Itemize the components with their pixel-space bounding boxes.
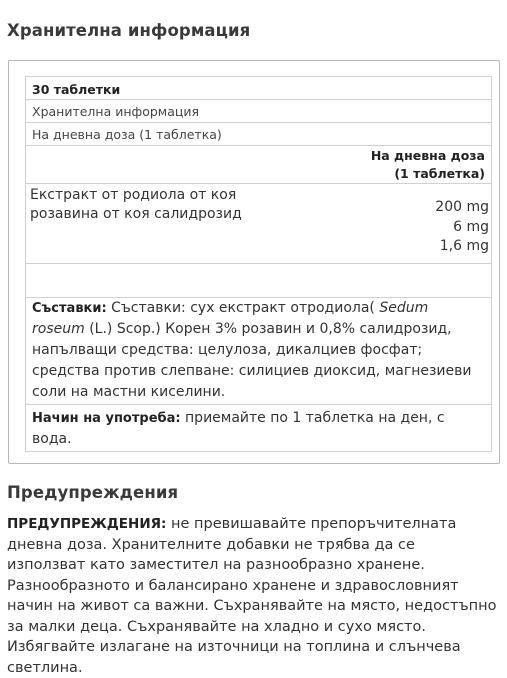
composition-label: Съставки: <box>32 301 107 316</box>
usage-row <box>26 405 491 451</box>
usage-label: Начин на употреба: <box>32 411 181 426</box>
nutrition-info-box <box>8 60 500 464</box>
table-subtitle-row <box>26 100 491 123</box>
package-size: 30 таблетки <box>32 82 121 97</box>
empty-row <box>26 264 491 298</box>
column-header-row <box>26 146 491 184</box>
composition-latin-name: Sedum roseum <box>32 300 429 337</box>
nutrition-table <box>25 76 492 452</box>
ingredient-value: 6 mg <box>453 218 489 235</box>
warnings-title: Предупреждения <box>7 483 179 502</box>
ingredient-name: Екстракт от родиола от коя розавина от коя салидрозид <box>30 187 242 222</box>
composition-text: Съставки: сух екстракт отродиола( <box>106 300 380 316</box>
column-header: На дневна доза (1 таблетка) <box>370 148 485 181</box>
warnings-label: ПРЕДУПРЕЖДЕНИЯ: <box>7 516 167 532</box>
package-size-row <box>26 77 491 100</box>
composition-row <box>26 298 491 405</box>
ingredient-value: 1,6 mg <box>439 238 489 254</box>
usage-text: приемайте по 1 таблетка на ден, с вода. <box>32 410 445 447</box>
storage-info-title: Хранителна информация <box>7 21 251 40</box>
ingredient-value: 200 mg <box>435 199 489 215</box>
warnings-text-block <box>7 514 497 678</box>
composition-text-cont: (L.) Scop.) Корен 3% розавин и 0,8% салидрозид, напълващи средства: целулоза, дикалциев фосфат; средства против слепване: силициев диоксид, магнезиеви соли на мастни киселини. <box>32 321 472 400</box>
ingredient-values <box>435 198 489 257</box>
serving-label: На дневна доза (1 таблетка) <box>32 127 222 142</box>
ingredient-row <box>26 184 491 264</box>
warnings-text: не превишавайте препоръчителната дневна доза. Хранителните добавки не трябва да се използват като заместител на разнообразно хранене. Разнообразното и балансирано хранене и здравословният начин на живот са важни. Съхранявайте на място, недостъпно за малки деца. Съхранявайте на хладно и сухо място. Избягвайте излагане на източници на топлина и слънчева светлина. <box>7 516 497 676</box>
serving-row <box>26 123 491 146</box>
table-subtitle: Хранителна информация <box>32 104 200 119</box>
